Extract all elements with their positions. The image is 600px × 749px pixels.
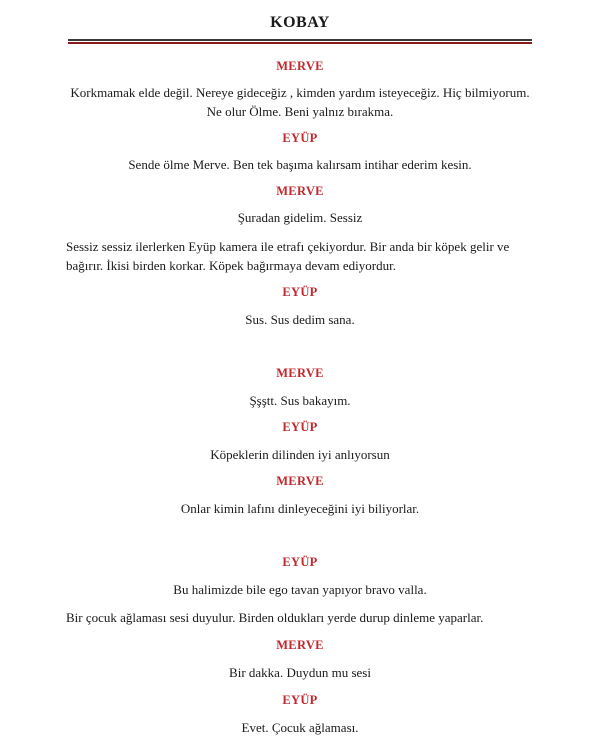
header-rule-red bbox=[68, 42, 532, 44]
action-line: Bir çocuk ağlaması sesi duyulur. Birden oldukları yerde durup dinleme yaparlar. bbox=[66, 610, 484, 625]
dialogue-line: Köpeklerin dilinden iyi anlıyorsun bbox=[210, 447, 390, 462]
speaker-name: EYÜP bbox=[282, 693, 318, 707]
dialogue-line: Şuradan gidelim. Sessiz bbox=[237, 210, 363, 225]
page-title: KOBAY bbox=[270, 14, 330, 31]
speaker-name: MERVE bbox=[276, 59, 324, 73]
dialogue-line: Sende ölme Merve. Ben tek başıma kalırsam intihar ederim kesin. bbox=[128, 157, 472, 172]
header-rule-dark bbox=[68, 39, 532, 41]
speaker-name: MERVE bbox=[276, 474, 324, 488]
speaker-name: EYÜP bbox=[282, 285, 318, 299]
speaker-name: MERVE bbox=[276, 184, 324, 198]
speaker-name: EYÜP bbox=[282, 555, 318, 569]
speaker-name: MERVE bbox=[276, 638, 324, 652]
dialogue-line: Onlar kimin lafını dinleyeceğini iyi biliyorlar. bbox=[180, 501, 420, 516]
speaker-name: MERVE bbox=[276, 366, 324, 380]
dialogue-line: Şşştt. Sus bakayım. bbox=[249, 393, 351, 408]
speaker-name: EYÜP bbox=[282, 131, 318, 145]
speaker-name: EYÜP bbox=[282, 420, 318, 434]
dialogue-line: Bu halimizde bile ego tavan yapıyor bravo valla. bbox=[173, 582, 427, 597]
dialogue-line: Evet. Çocuk ağlaması. bbox=[241, 720, 359, 735]
action-line: Sessiz sessiz ilerlerken Eyüp kamera ile etrafı çekiyordur. Bir anda bir köpek gelir ve bağırır. İkisi birden korkar. Köpek bağırmaya devam ediyordur. bbox=[66, 239, 510, 273]
dialogue-line: Korkmamak elde değil. Nereye gideceğiz , kimden yardım isteyeceğiz. Hiç bilmiyorum. Ne olur Ölme. Beni yalnız bırakma. bbox=[70, 85, 530, 119]
dialogue-line: Bir dakka. Duydun mu sesi bbox=[229, 665, 371, 680]
dialogue-line: Sus. Sus dedim sana. bbox=[245, 312, 355, 327]
